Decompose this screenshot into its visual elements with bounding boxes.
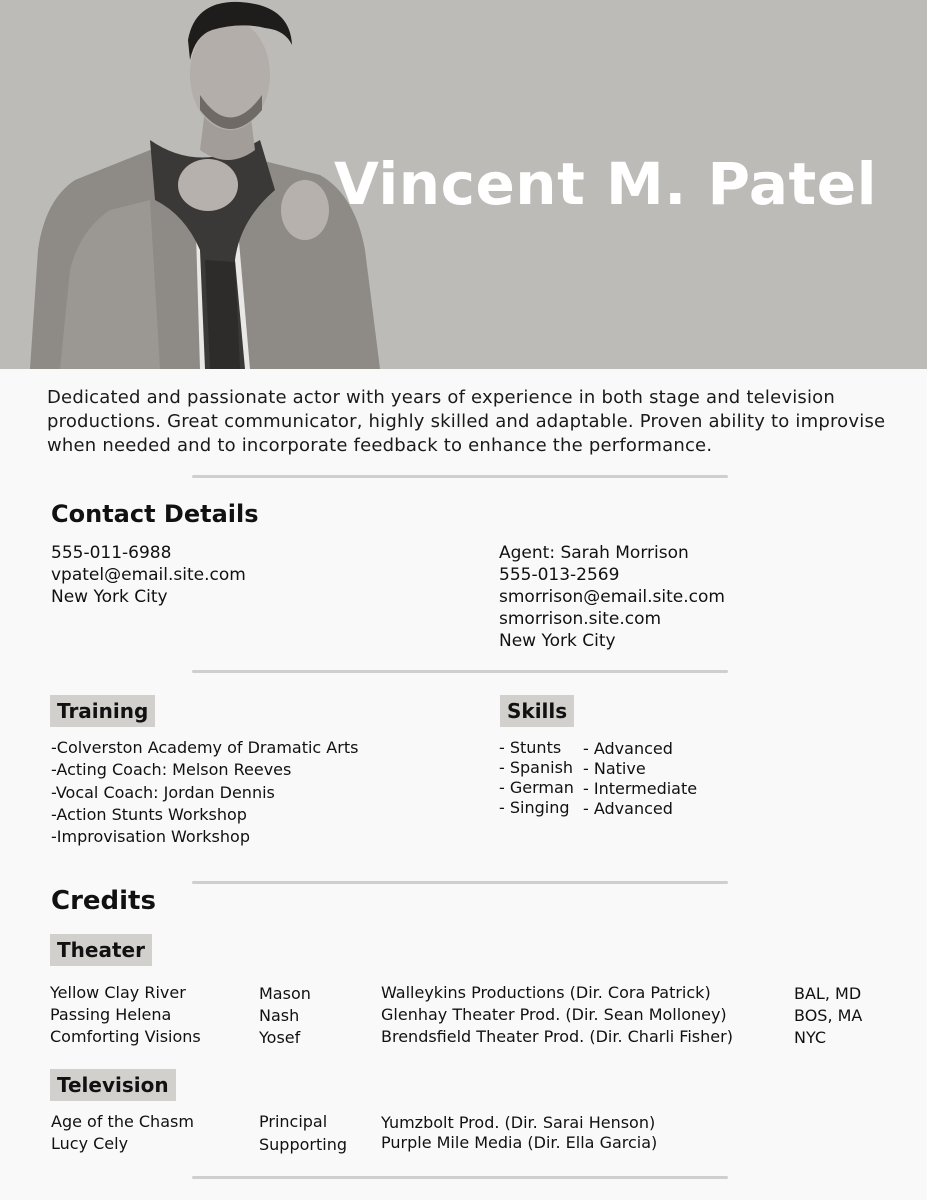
credit-role: Principal xyxy=(259,1112,328,1131)
credit-production: Glenhay Theater Prod. (Dir. Sean Molloney) xyxy=(381,1005,727,1024)
credits-heading: Credits xyxy=(51,886,156,916)
credit-title: Age of the Chasm xyxy=(51,1112,194,1131)
skill-level: - Advanced xyxy=(583,739,673,758)
agent-name: Agent: Sarah Morrison xyxy=(499,543,689,563)
actor-name-title: Vincent M. Patel xyxy=(334,150,877,218)
credit-production: Yumzbolt Prod. (Dir. Sarai Henson) xyxy=(381,1113,656,1132)
list-item: -Action Stunts Workshop xyxy=(51,804,247,824)
credit-title: Passing Helena xyxy=(50,1005,172,1024)
profile-summary: Dedicated and passionate actor with years of experience in both stage and television productions. Great communicator, highly skilled and adaptable. Proven ability to improvise when needed and to incorporate feedback to enhance the performance. xyxy=(47,387,886,456)
city: New York City xyxy=(51,587,168,607)
agent-phone: 555-013-2569 xyxy=(499,565,620,585)
skill-name: - Singing xyxy=(499,798,570,817)
credit-title: Yellow Clay River xyxy=(50,983,186,1002)
credit-role: Yosef xyxy=(259,1028,301,1047)
skill-names xyxy=(499,738,574,818)
credit-location: NYC xyxy=(794,1028,827,1047)
credit-production: Brendsfield Theater Prod. (Dir. Charli Fisher) xyxy=(381,1027,733,1046)
agent-city: New York City xyxy=(499,631,616,651)
list-item: -Colverston Academy of Dramatic Arts xyxy=(51,738,359,757)
credit-production: Purple Mile Media (Dir. Ella Garcia) xyxy=(381,1133,658,1152)
credit-title: Comforting Visions xyxy=(50,1027,201,1046)
skill-level: - Intermediate xyxy=(583,779,698,798)
section-divider xyxy=(192,881,728,884)
television-roles xyxy=(259,1111,347,1156)
skills-heading: Skills xyxy=(500,695,574,727)
television-productions xyxy=(381,1112,657,1154)
theater-heading: Theater xyxy=(50,934,152,966)
credit-location: BOS, MA xyxy=(794,1006,863,1025)
section-divider xyxy=(192,475,728,478)
skill-name: - Spanish xyxy=(499,758,574,777)
training-heading: Training xyxy=(50,695,155,727)
header-banner xyxy=(0,0,927,369)
theater-productions xyxy=(381,982,733,1048)
credit-role: Supporting xyxy=(259,1135,347,1154)
list-item: -Vocal Coach: Jordan Dennis xyxy=(51,782,275,802)
skill-name: - Stunts xyxy=(499,738,562,757)
section-divider xyxy=(192,670,728,673)
phone-number: 555-011-6988 xyxy=(51,543,172,563)
list-item: -Improvisation Workshop xyxy=(51,827,250,847)
theater-titles xyxy=(50,982,201,1048)
credit-title: Lucy Cely xyxy=(51,1134,129,1153)
training-list xyxy=(51,737,358,848)
list-item: -Acting Coach: Melson Reeves xyxy=(51,760,292,780)
television-heading: Television xyxy=(50,1069,176,1101)
email-address: vpatel@email.site.com xyxy=(51,565,246,585)
section-divider xyxy=(192,1176,728,1179)
agent-email: smorrison@email.site.com xyxy=(499,587,725,607)
theater-locations xyxy=(794,983,862,1049)
television-titles xyxy=(51,1111,194,1155)
theater-roles xyxy=(259,983,311,1049)
agent-website: smorrison.site.com xyxy=(499,609,662,629)
skill-levels xyxy=(583,739,697,819)
contact-details-heading: Contact Details xyxy=(51,500,259,528)
skill-name: - German xyxy=(499,778,574,797)
personal-contact-info xyxy=(51,542,246,608)
credit-role: Mason xyxy=(259,984,311,1003)
credit-role: Nash xyxy=(259,1006,300,1025)
agent-contact-info xyxy=(499,542,725,652)
skill-level: - Native xyxy=(583,759,646,778)
skill-level: - Advanced xyxy=(583,799,673,818)
credit-production: Walleykins Productions (Dir. Cora Patrick) xyxy=(381,983,711,1002)
credit-location: BAL, MD xyxy=(794,984,862,1003)
